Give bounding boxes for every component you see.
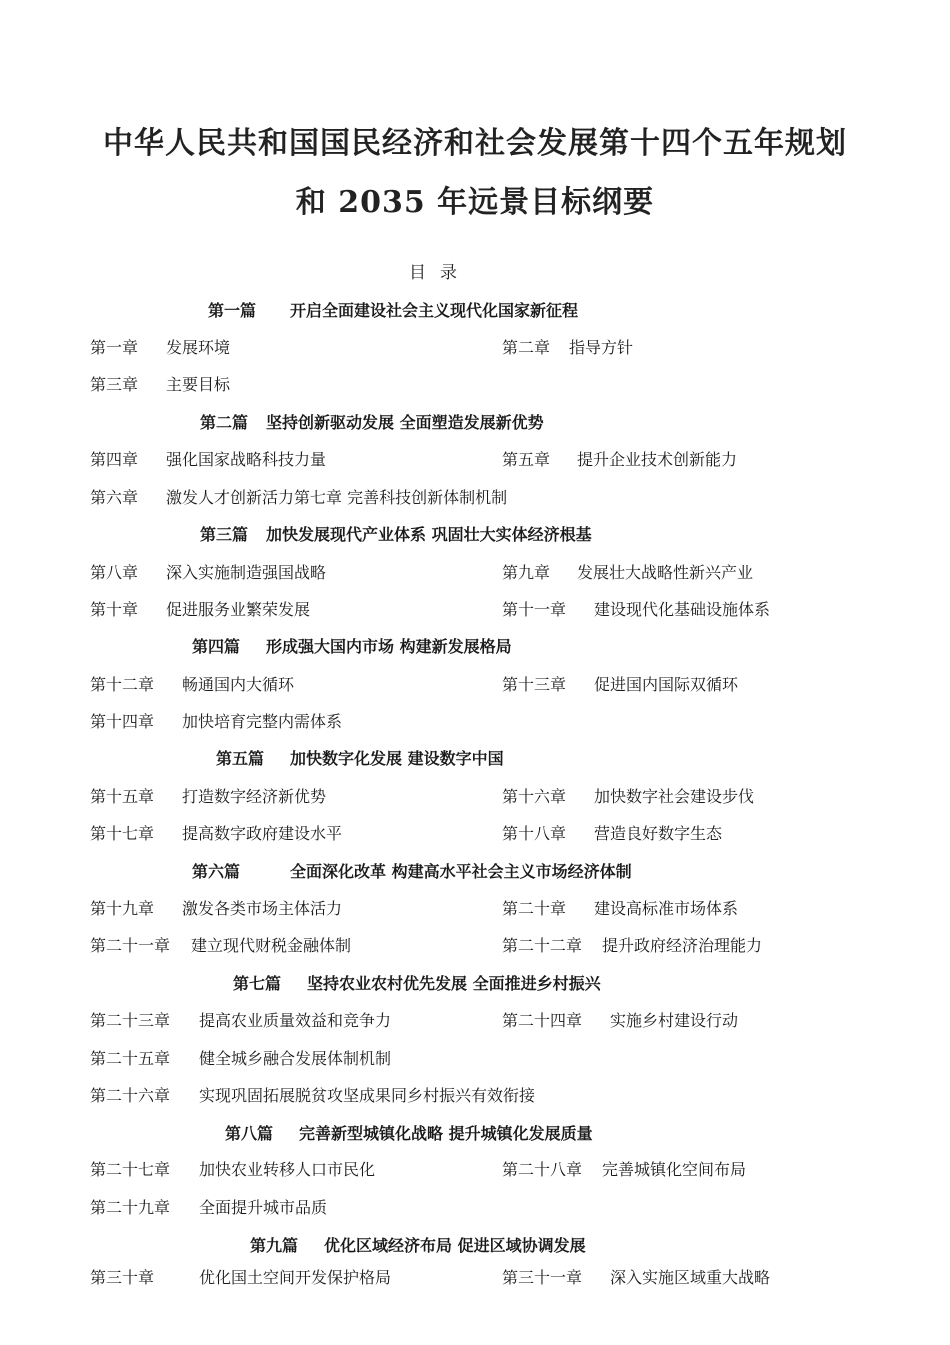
chapter-number: 第十三章 [502,675,567,694]
chapter-number: 第十章 [90,600,139,619]
toc-chapter-10[interactable] [90,597,310,620]
chapter-number: 第十五章 [90,787,155,806]
part-number: 第九篇 [250,1236,299,1255]
toc-chapter-26[interactable] [90,1083,535,1106]
chapter-number: 第六章 [90,488,139,507]
toc-chapter-6[interactable] [90,485,507,508]
toc-heading: 目录 [409,263,471,283]
chapter-number: 第二十七章 [90,1160,171,1179]
toc-chapter-22[interactable] [502,933,762,956]
toc-chapter-4[interactable] [90,447,326,470]
chapter-title: 促进国内国际双循环 [594,675,739,694]
chapter-number: 第二十章 [502,899,567,918]
toc-chapter-3[interactable] [90,372,230,395]
chapter-title: 促进服务业繁荣发展 [166,600,311,619]
part-title: 开启全面建设社会主义现代化国家新征程 [290,301,579,320]
chapter-title: 优化国土空间开发保护格局 [199,1268,392,1287]
toc-chapter-31[interactable] [502,1265,770,1288]
chapter-number: 第一章 [90,338,139,357]
chapter-title: 建立现代财税金融体制 [191,936,352,955]
chapter-title: 建设现代化基础设施体系 [594,600,771,619]
toc-chapter-16[interactable] [502,784,754,807]
chapter-title: 深入实施制造强国战略 [166,563,327,582]
document-title-line-1: 中华人民共和国国民经济和社会发展第十四个五年规划 [103,126,847,161]
toc-chapter-24[interactable] [502,1008,738,1031]
chapter-number: 第十一章 [502,600,567,619]
chapter-title: 加快培育完整内需体系 [182,712,343,731]
toc-chapter-11[interactable] [502,597,770,620]
toc-chapter-18[interactable] [502,821,722,844]
toc-part-3[interactable] [200,522,592,545]
toc-chapter-19[interactable] [90,896,342,919]
part-title: 形成强大国内市场 构建新发展格局 [266,637,512,656]
chapter-title: 实施乡村建设行动 [610,1011,739,1030]
chapter-title: 完善城镇化空间布局 [602,1160,747,1179]
chapter-number: 第二十九章 [90,1198,171,1217]
chapter-number: 第三十章 [90,1268,155,1287]
toc-chapter-2[interactable] [502,335,633,358]
toc-chapter-12[interactable] [90,672,294,695]
chapter-number: 第三十一章 [502,1268,583,1287]
document-title-line-2: 和 2035 年远景目标纲要 [295,185,655,220]
chapter-number: 第十八章 [502,824,567,843]
toc-chapter-27[interactable] [90,1157,375,1180]
chapter-title: 全面提升城市品质 [199,1198,328,1217]
chapter-title: 畅通国内大循环 [182,675,295,694]
chapter-number: 第十六章 [502,787,567,806]
chapter-title: 健全城乡融合发展体制机制 [199,1049,392,1068]
chapter-title: 提高数字政府建设水平 [182,824,343,843]
chapter-title: 强化国家战略科技力量 [166,450,327,469]
toc-chapter-8[interactable] [90,560,326,583]
chapter-number: 第二十二章 [502,936,583,955]
toc-part-7[interactable] [233,971,601,994]
chapter-number: 第二十五章 [90,1049,171,1068]
chapter-title: 加快数字社会建设步伐 [594,787,755,806]
part-number: 第八篇 [225,1124,274,1143]
toc-chapter-1[interactable] [90,335,230,358]
chapter-number: 第二十三章 [90,1011,171,1030]
part-number: 第一篇 [208,301,257,320]
toc-part-1[interactable] [208,298,578,321]
toc-chapter-15[interactable] [90,784,326,807]
chapter-number: 第三章 [90,375,139,394]
toc-chapter-5[interactable] [502,447,737,470]
toc-part-4[interactable] [192,634,512,657]
part-title: 坚持农业农村优先发展 全面推进乡村振兴 [307,974,601,993]
chapter-number: 第十二章 [90,675,155,694]
chapter-title: 深入实施区域重大战略 [610,1268,771,1287]
part-number: 第六篇 [192,862,241,881]
chapter-title: 发展环境 [166,338,231,357]
part-title: 优化区域经济布局 促进区域协调发展 [324,1236,586,1255]
toc-chapter-21[interactable] [90,933,351,956]
chapter-number: 第二十六章 [90,1086,171,1105]
chapter-title: 打造数字经济新优势 [182,787,327,806]
toc-chapter-14[interactable] [90,709,342,732]
part-number: 第四篇 [192,637,241,656]
part-title: 全面深化改革 构建高水平社会主义市场经济体制 [290,862,632,881]
chapter-number: 第九章 [502,563,551,582]
chapter-title: 营造良好数字生态 [594,824,723,843]
chapter-title: 主要目标 [166,375,231,394]
toc-chapter-30[interactable] [90,1265,391,1288]
chapter-title: 加快农业转移人口市民化 [199,1160,376,1179]
part-title: 加快数字化发展 建设数字中国 [290,749,504,768]
part-number: 第五篇 [216,749,265,768]
part-number: 第七篇 [233,974,282,993]
chapter-number: 第八章 [90,563,139,582]
chapter-title: 指导方针 [569,338,634,357]
chapter-number: 第二十四章 [502,1011,583,1030]
toc-part-2[interactable] [200,410,544,433]
part-title: 完善新型城镇化战略 提升城镇化发展质量 [299,1124,593,1143]
chapter-number: 第十七章 [90,824,155,843]
chapter-number: 第五章 [502,450,551,469]
chapter-number: 第二十八章 [502,1160,583,1179]
chapter-title: 发展壮大战略性新兴产业 [577,563,754,582]
toc-chapter-20[interactable] [502,896,738,919]
toc-chapter-13[interactable] [502,672,738,695]
chapter-number: 第十九章 [90,899,155,918]
chapter-title: 建设高标准市场体系 [594,899,739,918]
chapter-title: 提高农业质量效益和竞争力 [199,1011,392,1030]
toc-part-9[interactable] [250,1233,586,1256]
toc-chapter-17[interactable] [90,821,342,844]
chapter-number: 第十四章 [90,712,155,731]
part-number: 第三篇 [200,525,249,544]
toc-chapter-29[interactable] [90,1195,327,1218]
chapter-title: 提升政府经济治理能力 [602,936,763,955]
chapter-number: 第四章 [90,450,139,469]
chapter-number: 第二十一章 [90,936,171,955]
chapter-title: 实现巩固拓展脱贫攻坚成果同乡村振兴有效衔接 [199,1086,536,1105]
toc-chapter-25[interactable] [90,1046,391,1069]
toc-chapter-28[interactable] [502,1157,746,1180]
toc-part-5[interactable] [216,746,504,769]
toc-chapter-23[interactable] [90,1008,391,1031]
chapter-title: 激发各类市场主体活力 [182,899,343,918]
chapter-title: 提升企业技术创新能力 [577,450,738,469]
chapter-number: 第二章 [502,338,551,357]
toc-chapter-9[interactable] [502,560,753,583]
toc-part-8[interactable] [225,1121,593,1144]
chapter-title: 激发人才创新活力第七章 完善科技创新体制机制 [166,488,508,507]
part-number: 第二篇 [200,413,249,432]
toc-part-6[interactable] [192,859,632,882]
part-title: 坚持创新驱动发展 全面塑造发展新优势 [266,413,544,432]
part-title: 加快发展现代产业体系 巩固壮大实体经济根基 [266,525,592,544]
